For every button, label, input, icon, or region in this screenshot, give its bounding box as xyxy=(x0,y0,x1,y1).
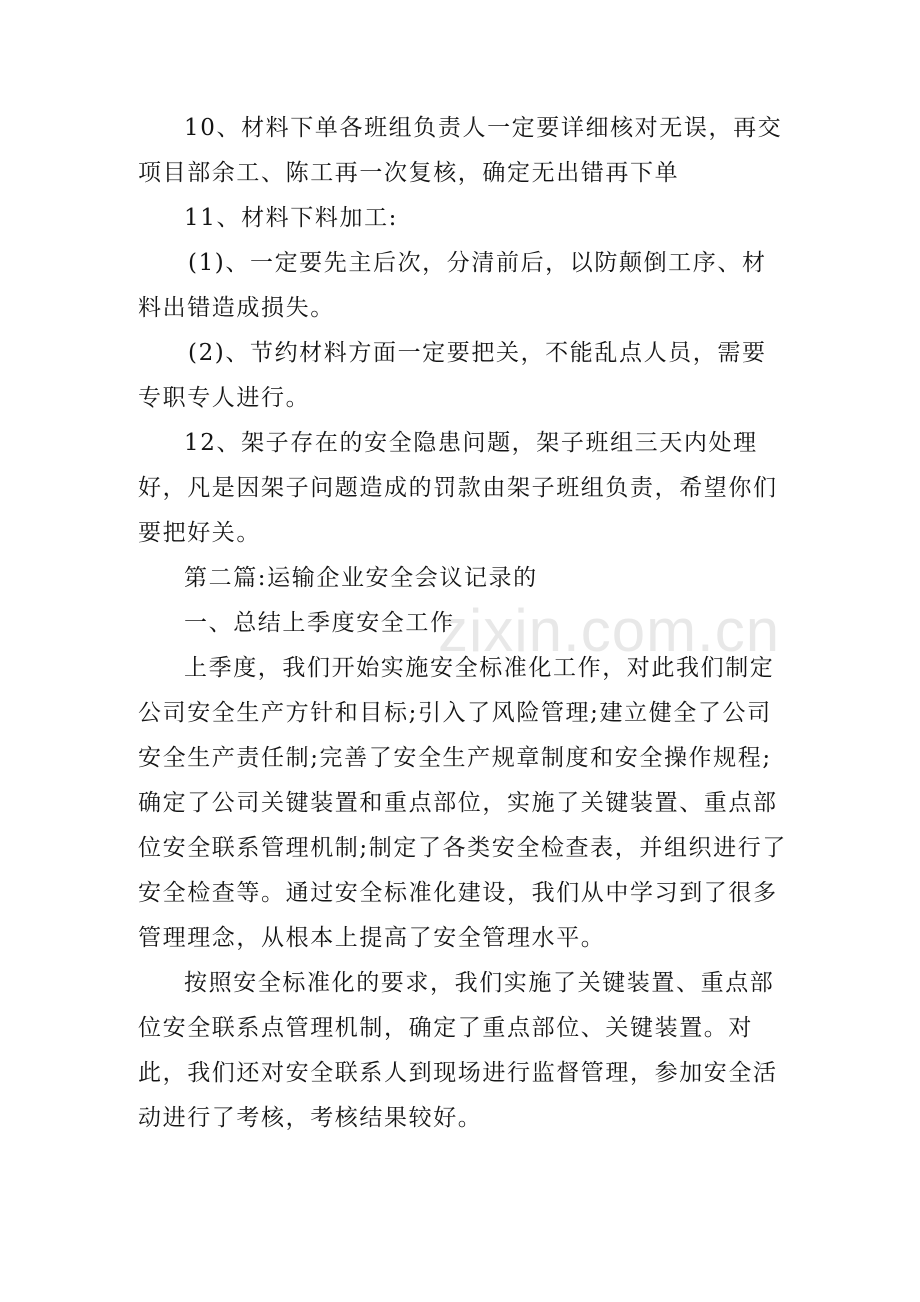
document-body xyxy=(138,106,788,1141)
paragraph-last-quarter: 上季度，我们开始实施安全标准化工作，对此我们制定公司安全生产方针和目标;引入了风险管理;建立健全了公司安全生产责任制;完善了安全生产规章制度和安全操作规程;确定了公司关键装置和重点部位，实施了关键装置、重点部位安全联系管理机制;制定了各类安全检查表，并组织进行了安全检查等。通过安全标准化建设，我们从中学习到了很多管理理念，从根本上提高了安全管理水平。 xyxy=(138,655,787,951)
paragraph-item-12: 12、架子存在的安全隐患问题，架子班组三天内处理好，凡是因架子问题造成的罚款由架子班组负责，希望你们要把好关。 xyxy=(138,430,778,546)
paragraph-standardization: 按照安全标准化的要求，我们实施了关键装置、重点部位安全联系点管理机制，确定了重点部位、关键装置。对此，我们还对安全联系人到现场进行监督管理，参加安全活动进行了考核，考核结果较好。 xyxy=(138,970,778,1131)
section-heading-part-two: 第二篇:运输企业安全会议记录的 xyxy=(184,565,538,591)
paragraph-item-10: 10、材料下单各班组负责人一定要详细核对无误，再交项目部余工、陈工再一次复核，确定无出错再下单 xyxy=(138,115,783,186)
watermark-text: zixin.com.cn xyxy=(438,597,781,664)
paragraph-sub-item-2: (2)、节约材料方面一定要把关，不能乱点人员，需要专职专人进行。 xyxy=(138,340,767,411)
paragraph-item-11: 11、材料下料加工: xyxy=(184,205,399,231)
paragraph-sub-item-1: (1)、一定要先主后次，分清前后，以防颠倒工序、材料出错造成损失。 xyxy=(138,250,767,321)
section-subheading-summary: 一、总结上季度安全工作 xyxy=(184,610,455,636)
